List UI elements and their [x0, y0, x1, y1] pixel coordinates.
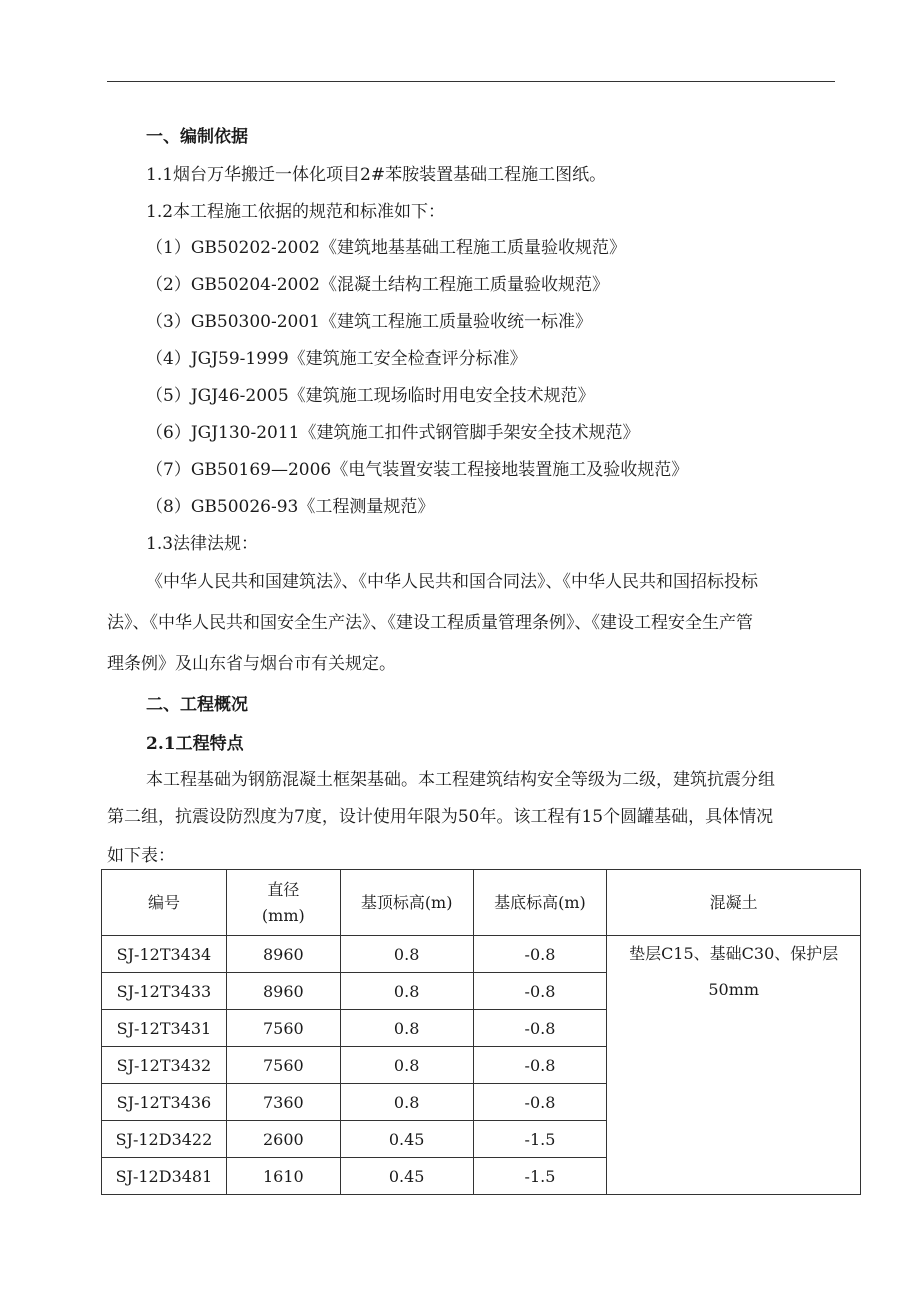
- cell-bottom: -0.8: [473, 1047, 607, 1084]
- header-diameter: [226, 870, 340, 936]
- standard-item: （7）GB50169—2006《电气装置安装工程接地装置施工及验收规范》: [146, 460, 689, 480]
- cell-top: 0.8: [340, 1084, 473, 1121]
- description-line: 如下表：: [107, 846, 175, 866]
- description-line: 本工程基础为钢筋混凝土框架基础。本工程建筑结构安全等级为二级，建筑抗震分组: [146, 770, 775, 790]
- section1-heading: 一、编制依据: [146, 127, 248, 147]
- cell-id: SJ-12D3481: [102, 1158, 227, 1195]
- standard-item: （5）JGJ46-2005《建筑施工现场临时用电安全技术规范》: [146, 386, 595, 406]
- cell-top: 0.8: [340, 936, 473, 973]
- header-top-elevation: 基顶标高(m): [340, 870, 473, 936]
- header-id: 编号: [102, 870, 227, 936]
- cell-diameter: 1610: [226, 1158, 340, 1195]
- cell-id: SJ-12T3434: [102, 936, 227, 973]
- laws-line: 《中华人民共和国建筑法》、《中华人民共和国合同法》、《中华人民共和国招标投标: [146, 572, 758, 592]
- cell-id: SJ-12T3436: [102, 1084, 227, 1121]
- cell-bottom: -0.8: [473, 1010, 607, 1047]
- cell-top: 0.45: [340, 1121, 473, 1158]
- cell-id: SJ-12D3422: [102, 1121, 227, 1158]
- cell-id: SJ-12T3431: [102, 1010, 227, 1047]
- laws-line: 法》、《中华人民共和国安全生产法》、《建设工程质量管理条例》、《建设工程安全生产管: [107, 613, 753, 633]
- cell-diameter: 8960: [226, 936, 340, 973]
- cell-diameter: 8960: [226, 973, 340, 1010]
- table-header-row: [102, 870, 861, 936]
- cell-diameter: 7360: [226, 1084, 340, 1121]
- cell-bottom: -1.5: [473, 1121, 607, 1158]
- foundation-table: [101, 869, 861, 1195]
- standard-item: （6）JGJ130-2011《建筑施工扣件式钢管脚手架安全技术规范》: [146, 423, 640, 443]
- cell-top: 0.8: [340, 973, 473, 1010]
- cell-concrete: [607, 936, 861, 1195]
- header-concrete: 混凝土: [607, 870, 861, 936]
- header-diameter-line2: (mm): [261, 905, 305, 925]
- cell-bottom: -0.8: [473, 1084, 607, 1121]
- cell-top: 0.8: [340, 1010, 473, 1047]
- standard-item: （8）GB50026-93《工程测量规范》: [146, 497, 435, 517]
- concrete-line2: 50mm: [708, 980, 760, 999]
- cell-diameter: 2600: [226, 1121, 340, 1158]
- standard-item: （3）GB50300-2001《建筑工程施工质量验收统一标准》: [146, 312, 592, 332]
- section2-heading: 二、工程概况: [146, 695, 248, 715]
- cell-bottom: -0.8: [473, 936, 607, 973]
- cell-bottom: -0.8: [473, 973, 607, 1010]
- concrete-line1: 垫层C15、基础C30、保护层: [629, 944, 839, 963]
- header-diameter-line1: 直径: [267, 879, 300, 899]
- table-row: [102, 936, 861, 973]
- cell-id: SJ-12T3432: [102, 1047, 227, 1084]
- para-1-2: 1.2本工程施工依据的规范和标准如下：: [146, 202, 446, 222]
- para-1-1: 1.1烟台万华搬迁一体化项目2#苯胺装置基础工程施工图纸。: [146, 165, 607, 185]
- cell-top: 0.8: [340, 1047, 473, 1084]
- cell-diameter: 7560: [226, 1010, 340, 1047]
- standard-item: （1）GB50202-2002《建筑地基基础工程施工质量验收规范》: [146, 238, 626, 258]
- header-rule: [107, 81, 835, 82]
- cell-top: 0.45: [340, 1158, 473, 1195]
- standard-item: （2）GB50204-2002《混凝土结构工程施工质量验收规范》: [146, 275, 609, 295]
- cell-bottom: -1.5: [473, 1158, 607, 1195]
- para-1-3: 1.3法律法规：: [146, 534, 259, 554]
- section2-subheading: 2.1工程特点: [146, 734, 244, 754]
- description-line: 第二组，抗震设防烈度为7度，设计使用年限为50年。该工程有15个圆罐基础，具体情况: [107, 807, 774, 827]
- standard-item: （4）JGJ59-1999《建筑施工安全检查评分标准》: [146, 349, 527, 369]
- laws-line: 理条例》及山东省与烟台市有关规定。: [107, 654, 396, 674]
- cell-diameter: 7560: [226, 1047, 340, 1084]
- header-bottom-elevation: 基底标高(m): [473, 870, 607, 936]
- cell-id: SJ-12T3433: [102, 973, 227, 1010]
